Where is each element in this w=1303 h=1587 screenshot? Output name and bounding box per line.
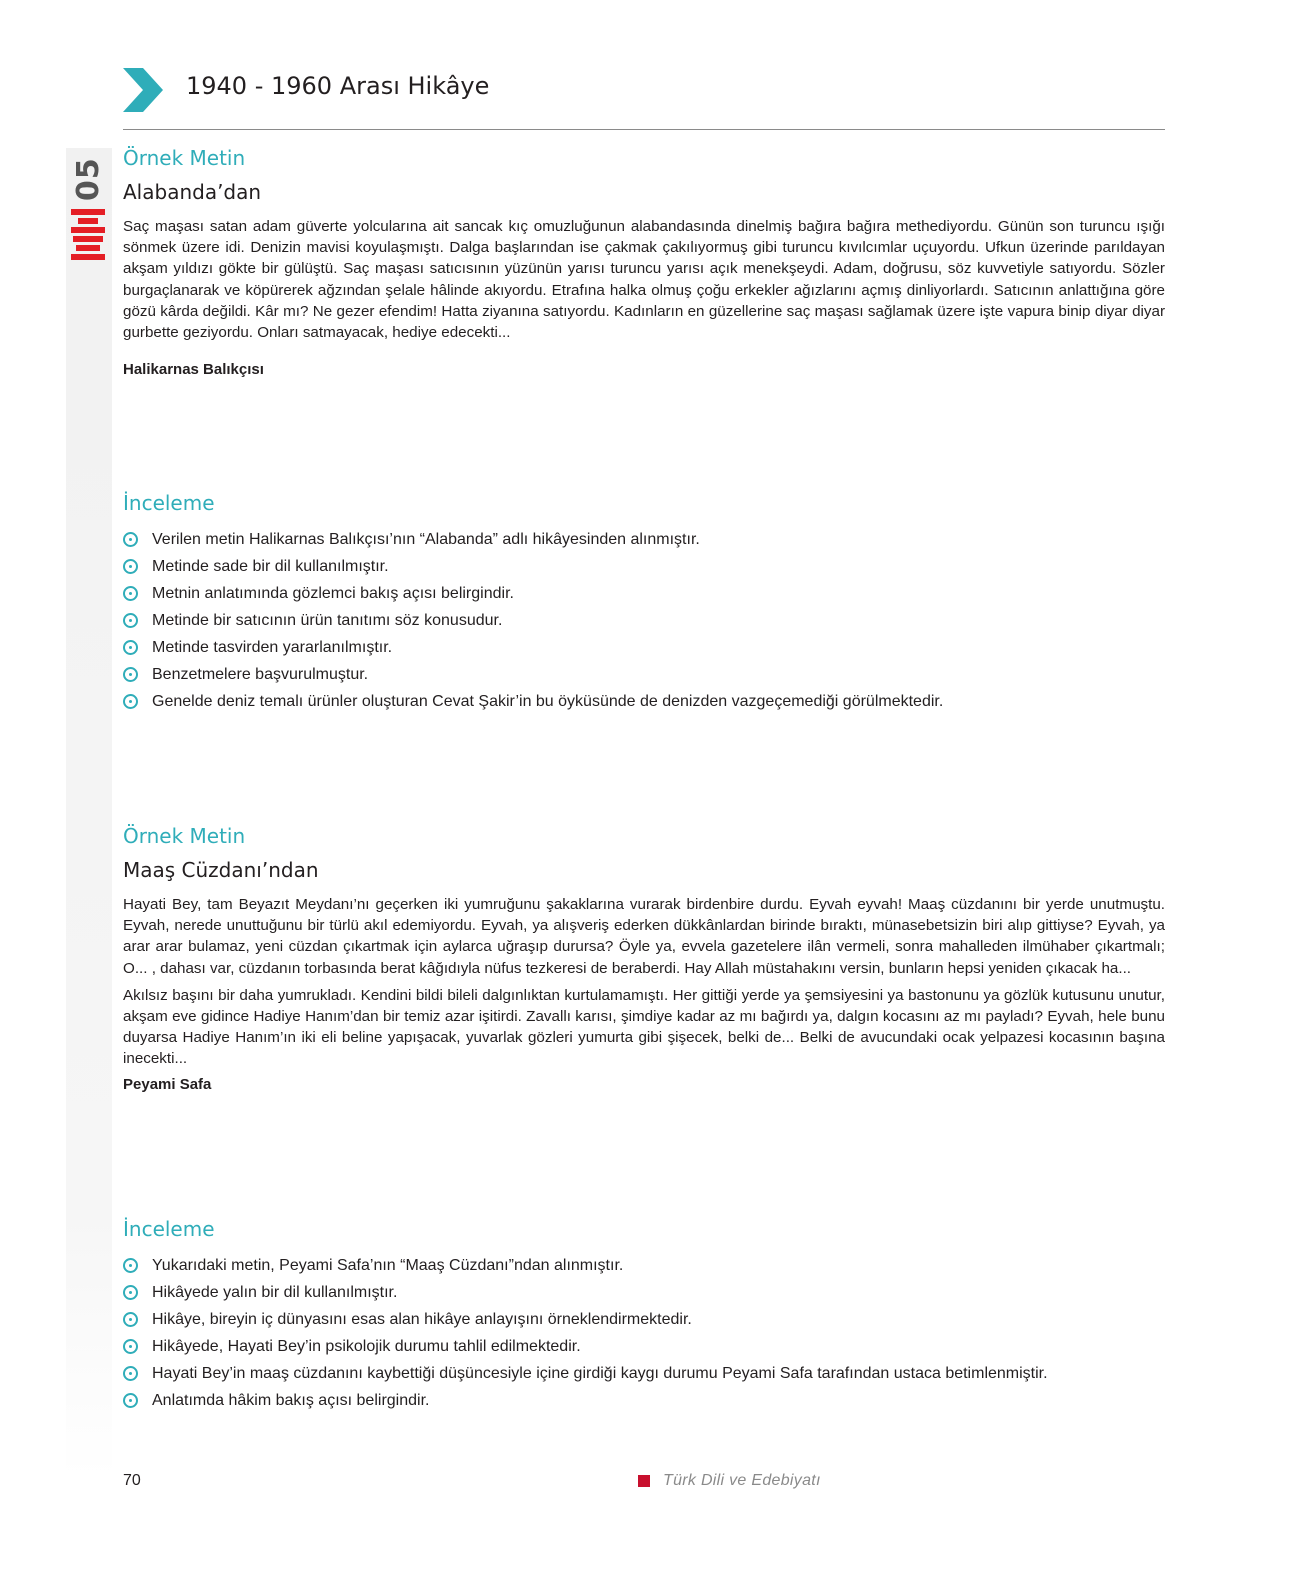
list-item: Benzetmelere başvurulmuştur. xyxy=(123,661,1165,688)
target-bullet-icon xyxy=(123,586,138,601)
target-bullet-icon xyxy=(123,613,138,628)
sample-text-maas-cuzdani xyxy=(123,824,1165,1093)
footer-marker xyxy=(638,1475,650,1487)
list-item: Metinde bir satıcının ürün tanıtımı söz konusudur. xyxy=(123,607,1165,634)
section-heading: İnceleme xyxy=(123,491,215,515)
section-heading: İnceleme xyxy=(123,1217,215,1241)
text-title: Maaş Cüzdanı’ndan xyxy=(123,858,319,882)
page-number: 70 xyxy=(123,1472,141,1489)
paragraph: Akılsız başını bir daha yumrukladı. Kendini bildi bileli dalgınlıktan kurtulamamıştı. Her gittiği yerde ya şemsiyesini ya bastonunu ya gözlük kutusunu unutur, akşam eve gidince Hadiye Hanım’dan bir temiz azar işitirdi. Zavallı karısı, şimdiye kadar az mı bağırdı ya, dalgın kocasını az mı payladı? Eyvah, hele bunu duyarsa Hadiye Hanım’ın iki eli beline yapışacak, yuvarlak gözleri yumurta gibi şişecek, belki de... Belki de avucundaki ocak yelpazesi kocasının başına inecekti... xyxy=(123,986,1165,1068)
chevron-right-icon xyxy=(123,68,165,112)
unit-number: 05 xyxy=(70,157,106,201)
section-heading: Örnek Metin xyxy=(123,824,246,848)
target-bullet-icon xyxy=(123,1312,138,1327)
list-item: Hayati Bey’in maaş cüzdanını kaybettiği düşüncesiyle içine girdiği kaygı durumu Peyami Safa tarafından ustaca betimlenmiştir. xyxy=(123,1360,1165,1387)
analysis-alabanda xyxy=(123,491,1165,715)
list-item: Metinde sade bir dil kullanılmıştır. xyxy=(123,553,1165,580)
author-name: Peyami Safa xyxy=(123,1075,212,1093)
paragraph: Saç maşası satan adam güverte yolcularına ait sancak kıç omuzluğunun alabandasında dinelmiş bağıra bağıra methediyordu. Günün son turuncu ışığı sönmek üzere idi. Denizin mavisi koyulaşmıştı. Dalga başlarından ise çakmak çakılıyormuş gibi turuncu kıvılcımlar uçuyordu. Ufkun üzerinde parıldayan akşam yıldızı gökte bir gülüştü. Saç maşası satıcısının yüzünün yarısı turuncu yarısı açık menekşeydi. Adam, doğrusu, söz kuvvetiyle satıyordu. Sözler burgaçlanarak ve köpürerek ağzından şelale hâlinde akıyordu. Etrafına halka olmuş çoğu erkekler ağızlarını açmış dinliyorlardı. Satıcının anlattığına göre gözü kârda değildi. Kâr mı? Ne gezer efendim! Hatta ziyanına satıyordu. Kadınların en güzellerine saç maşası sağlamak üzere işte vapura binip diyar diyar gurbette geziyordu. Onları satmayacak, hediye edecekti... xyxy=(123,218,1165,342)
list-item: Hikâye, bireyin iç dünyasını esas alan hikâye anlayışını örneklendirmektedir. xyxy=(123,1306,1165,1333)
list-item: Genelde deniz temalı ürünler oluşturan Cevat Şakir’in bu öyküsünde de denizden vazgeçemediği görülmektedir. xyxy=(123,688,1165,715)
side-strip xyxy=(66,148,112,1478)
sample-text-alabanda xyxy=(123,146,1165,378)
list-item: Verilen metin Halikarnas Balıkçısı’nın “Alabanda” adlı hikâyesinden alınmıştır. xyxy=(123,526,1165,553)
target-bullet-icon xyxy=(123,1366,138,1381)
book-title: Türk Dili ve Edebiyatı xyxy=(663,1472,821,1489)
analysis-maas-cuzdani xyxy=(123,1217,1165,1414)
target-bullet-icon xyxy=(123,1339,138,1354)
analysis-list xyxy=(123,1252,1165,1414)
list-item: Metinde tasvirden yararlanılmıştır. xyxy=(123,634,1165,661)
header-divider xyxy=(123,129,1165,130)
text-title: Alabanda’dan xyxy=(123,180,262,204)
section-heading: Örnek Metin xyxy=(123,146,246,170)
list-item: Hikâyede, Hayati Bey’in psikolojik durumu tahlil edilmektedir. xyxy=(123,1333,1165,1360)
author-name: Halikarnas Balıkçısı xyxy=(123,361,264,379)
list-item: Hikâyede yalın bir dil kullanılmıştır. xyxy=(123,1279,1165,1306)
target-bullet-icon xyxy=(123,640,138,655)
target-bullet-icon xyxy=(123,667,138,682)
page-title: 1940 - 1960 Arası Hikâye xyxy=(186,72,490,100)
list-item: Metnin anlatımında gözlemci bakış açısı belirgindir. xyxy=(123,580,1165,607)
target-bullet-icon xyxy=(123,694,138,709)
publisher-logo xyxy=(71,209,105,260)
analysis-list xyxy=(123,526,1165,715)
unit-tab xyxy=(68,150,108,260)
list-item: Anlatımda hâkim bakış açısı belirgindir. xyxy=(123,1387,1165,1414)
paragraph: Hayati Bey, tam Beyazıt Meydanı’nı geçerken iki yumruğunu şakaklarına vurarak birdenbire durdu. Eyvah eyvah! Maaş cüzdanını bir yerde unutmuştu. Eyvah, nerede unuttuğunu bir türlü akıl edemiyordu. Eyvah, ya alışveriş ederken dükkânlardan birinde bıraktı, münasebetsizin biri alıp gittiyse? Eyvah, ya arar arar bulamaz, yeni cüzdan çıkartmak için aylarca uğraşıp durursa? Öyle ya, evvela gazetelere ilân vermeli, sonra mahalleden ilmühaber çıkartmalı; O... , dahası var, cüzdanın torbasında berat kâğıdıyla nüfus tezkeresi de beraberdi. Hay Allah müstahakını versin, bunların hepsi yeniden çıkacak ha... xyxy=(123,896,1165,977)
target-bullet-icon xyxy=(123,532,138,547)
list-item: Yukarıdaki metin, Peyami Safa’nın “Maaş Cüzdanı”ndan alınmıştır. xyxy=(123,1252,1165,1279)
target-bullet-icon xyxy=(123,559,138,574)
target-bullet-icon xyxy=(123,1393,138,1408)
target-bullet-icon xyxy=(123,1258,138,1273)
target-bullet-icon xyxy=(123,1285,138,1300)
